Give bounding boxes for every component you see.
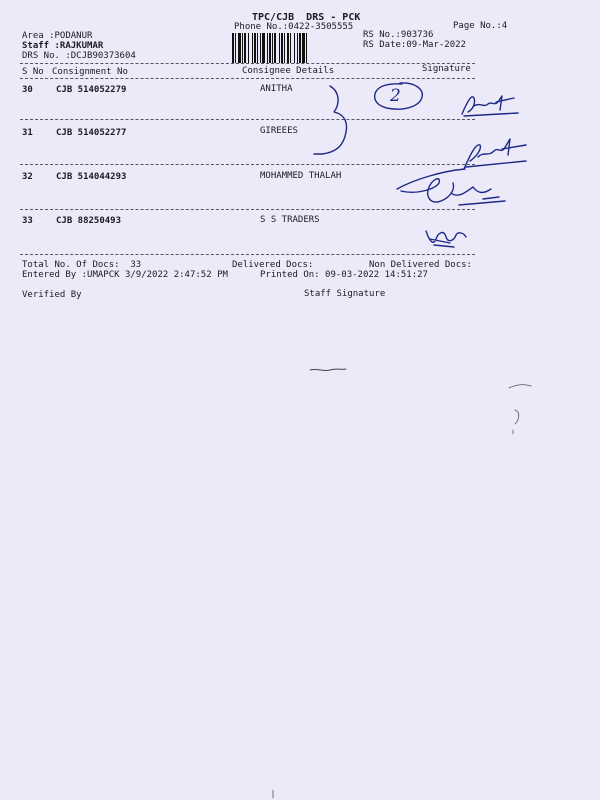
scan-mark (505, 380, 535, 440)
document-title: TPC/CJB DRS - PCK (252, 12, 361, 23)
row-consignment: CJB 88250493 (56, 216, 122, 226)
staff-label: Staff :RAJKUMAR (22, 41, 104, 51)
column-header-divider (20, 78, 475, 79)
circled-number-text: 2 (390, 86, 401, 106)
non-delivered-docs: Non Delivered Docs: (369, 260, 472, 270)
signature-row-33 (420, 223, 470, 253)
row-divider (20, 119, 475, 120)
scan-mark (268, 788, 278, 800)
page-number: Page No.:4 (453, 21, 508, 31)
entered-by: Entered By :UMAPCK 3/9/2022 2:47:52 PM (22, 270, 228, 280)
column-header-sno: S No (22, 67, 44, 77)
barcode (232, 33, 354, 63)
column-header-consignment: Consignment No (52, 67, 128, 77)
column-header-consignee: Consignee Details (242, 66, 335, 76)
row-consignee: GIREEES (260, 126, 298, 136)
printed-on: Printed On: 09-03-2022 14:51:27 (260, 270, 428, 280)
row-consignment: CJB 514044293 (56, 172, 127, 182)
total-docs: Total No. Of Docs: 33 (22, 260, 142, 270)
row-consignee: MOHAMMED THALAH (260, 171, 342, 181)
row-consignee: S S TRADERS (260, 215, 320, 225)
verified-by: Verified By (22, 290, 82, 300)
row-consignment: CJB 514052279 (56, 85, 127, 95)
staff-signature: Staff Signature (304, 289, 386, 299)
row-sno: 33 (22, 216, 33, 226)
header-divider (20, 63, 475, 64)
rs-date: RS Date:09-Mar-2022 (363, 40, 466, 50)
delivered-docs: Delivered Docs: (232, 260, 314, 270)
circled-number (370, 80, 426, 112)
column-header-signature: Signature (422, 64, 471, 74)
signature-row-30 (458, 90, 538, 120)
phone-number: Phone No.:0422-3505555 (234, 22, 354, 32)
area-label: Area :PODANUR (22, 31, 93, 41)
scan-mark (308, 364, 348, 376)
handwritten-bracket (310, 82, 360, 162)
row-consignee: ANITHA (260, 84, 293, 94)
row-sno: 30 (22, 85, 33, 95)
rs-number: RS No.:903736 (363, 30, 434, 40)
row-sno: 32 (22, 172, 33, 182)
row-sno: 31 (22, 128, 33, 138)
row-consignment: CJB 514052277 (56, 128, 127, 138)
table-bottom-divider (20, 254, 475, 255)
signature-row-32 (395, 165, 525, 210)
drs-number: DRS No. :DCJB90373604 (22, 51, 136, 61)
